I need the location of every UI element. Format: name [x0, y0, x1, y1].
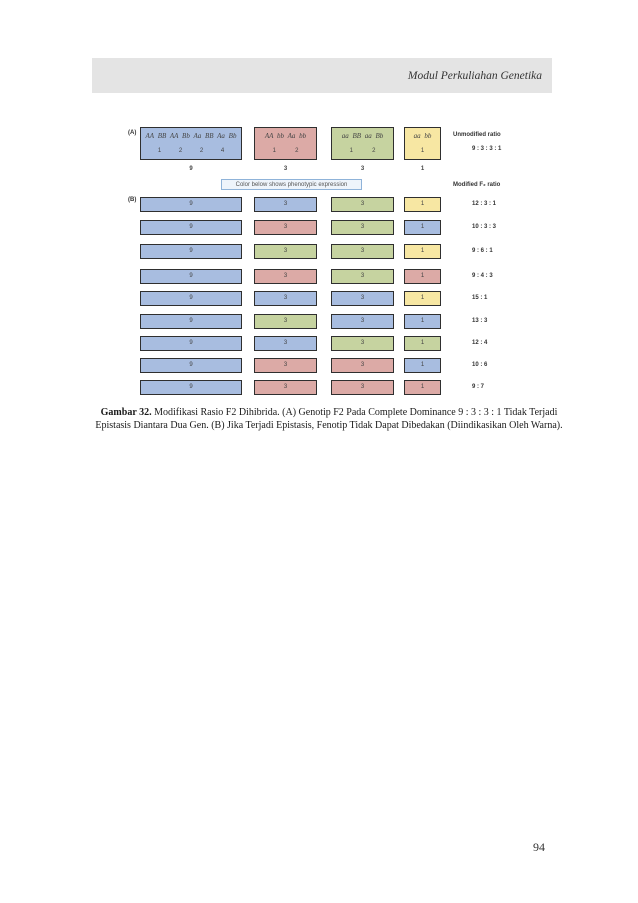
group-total-2: 3: [283, 166, 288, 172]
unmodified-ratio-value: 9 : 3 : 3 : 1: [472, 146, 502, 152]
phenotype-cell: 1: [404, 336, 441, 351]
genotype-box-3: [331, 127, 394, 160]
phenotype-cell: 3: [254, 358, 317, 373]
modified-ratio-value: 10 : 3 : 3: [472, 224, 497, 230]
phenotype-cell: 3: [331, 220, 394, 235]
phenotype-cell: 3: [254, 314, 317, 329]
phenotype-cell: 3: [331, 244, 394, 259]
phenotype-cell: 3: [254, 336, 317, 351]
modified-ratio-value: 13 : 3: [472, 318, 488, 324]
modified-ratio-value: 9 : 7: [472, 384, 485, 390]
phenotype-cell: 3: [254, 291, 317, 306]
genotype-count: 2: [199, 148, 204, 154]
phenotype-cell: 3: [331, 358, 394, 373]
phenotype-cell: 9: [140, 380, 242, 395]
modified-ratio-value: 15 : 1: [472, 295, 488, 301]
genotype-count: 2: [295, 148, 299, 154]
caption-label: Gambar 32.: [100, 407, 152, 418]
phenotype-cell: 9: [140, 291, 242, 306]
group-total-1: 9: [189, 166, 193, 172]
phenotype-cell: 9: [140, 358, 242, 373]
phenotype-cell: 1: [404, 358, 441, 373]
genotype-labels: aa bb: [413, 132, 432, 140]
phenotype-cell: 3: [254, 269, 317, 284]
genotype-box-4: [404, 127, 441, 160]
phenotype-cell: 1: [404, 220, 441, 235]
group-total-3: 3: [360, 166, 365, 172]
genotype-count: 2: [178, 148, 183, 154]
modified-ratio-value: 9 : 4 : 3: [472, 273, 493, 279]
genotype-count: 1: [272, 148, 276, 154]
phenotype-cell: 1: [404, 314, 441, 329]
panel-a-label: (A): [128, 130, 137, 136]
phenotype-cell: 9: [140, 244, 242, 259]
phenotype-cell: 1: [404, 197, 441, 212]
genotype-labels: AA BB AA Bb Aa BB Aa Bb: [145, 132, 237, 140]
modified-ratio-value: 9 : 6 : 1: [472, 248, 493, 254]
phenotype-cell: 3: [254, 220, 317, 235]
figure-caption: [94, 406, 564, 432]
phenotype-cell: 3: [331, 291, 394, 306]
phenotype-cell: 3: [254, 380, 317, 395]
page-header: [92, 58, 552, 93]
modified-ratio-value: 10 : 6: [472, 362, 488, 368]
phenotype-cell: 1: [404, 269, 441, 284]
phenotype-cell: 9: [140, 269, 242, 284]
phenotype-cell: 9: [140, 314, 242, 329]
modified-ratio-value: 12 : 4: [472, 340, 488, 346]
page-number: 94: [533, 840, 545, 854]
phenotype-cell: 1: [404, 291, 441, 306]
panel-b-label: (B): [128, 197, 137, 203]
phenotype-cell: 3: [254, 244, 317, 259]
phenotype-cell: 3: [331, 269, 394, 284]
genotype-counts: [255, 148, 316, 154]
genotype-labels: aa BB aa Bb: [341, 132, 384, 140]
phenotype-cell: 1: [404, 380, 441, 395]
epistasis-figure: [125, 124, 525, 402]
genotype-counts: [332, 148, 393, 154]
modified-ratio-label: Modified F₂ ratio: [453, 182, 501, 188]
phenotype-cell: 3: [331, 314, 394, 329]
genotype-count: 1: [157, 148, 162, 154]
genotype-counts: [141, 148, 241, 154]
phenotype-cell: 3: [331, 336, 394, 351]
genotype-counts: [405, 148, 440, 154]
phenotype-cell: 1: [404, 244, 441, 259]
genotype-labels: AA bb Aa bb: [264, 132, 307, 140]
phenotype-cell: 9: [140, 220, 242, 235]
genotype-count: 1: [420, 148, 425, 154]
unmodified-ratio-label: Unmodified ratio: [453, 132, 501, 138]
header-title: Modul Perkuliahan Genetika: [407, 70, 542, 82]
phenotype-cell: 9: [140, 197, 242, 212]
genotype-box-1: [140, 127, 242, 160]
phenotype-cell: 3: [254, 197, 317, 212]
caption-text: Modifikasi Rasio F2 Dihibrida. (A) Genotip F2 Pada Complete Dominance 9 : 3 : 3 : 1 Tidak Terjadi Epistasis Diantara Dua Gen. (B) Jika Terjadi Epistasis, Fenotip Tidak Dapat Dibedakan (Diindikasikan Oleh Warna).: [95, 407, 563, 431]
phenotype-note: Color below shows phenotypic expression: [221, 179, 362, 190]
phenotype-cell: 3: [331, 197, 394, 212]
genotype-count: 4: [220, 148, 225, 154]
genotype-box-2: [254, 127, 317, 160]
genotype-count: 1: [349, 148, 353, 154]
group-total-4: 1: [420, 166, 425, 172]
genotype-count: 2: [372, 148, 376, 154]
modified-ratio-value: 12 : 3 : 1: [472, 201, 497, 207]
phenotype-cell: 3: [331, 380, 394, 395]
phenotype-cell: 9: [140, 336, 242, 351]
